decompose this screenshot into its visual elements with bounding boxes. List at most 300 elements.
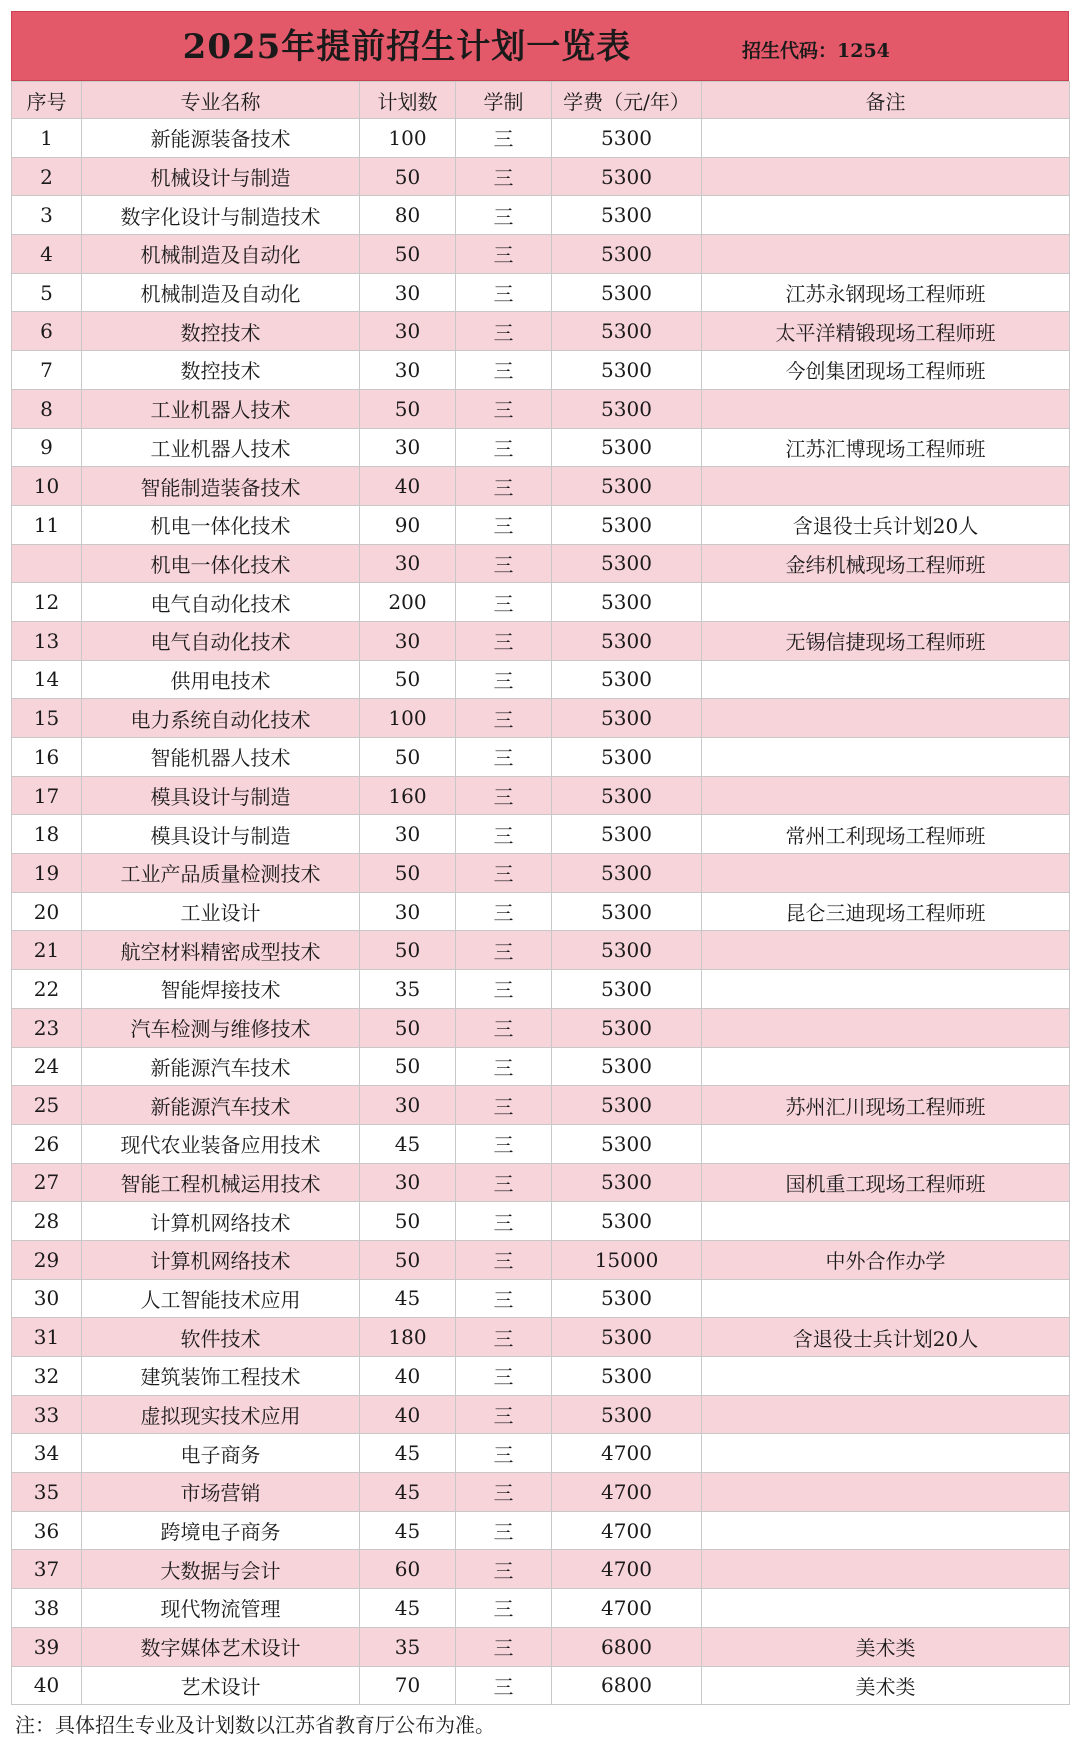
- cell-years: 三: [456, 1163, 552, 1202]
- cell-no: 36: [12, 1511, 82, 1550]
- table-row: [12, 1473, 1070, 1512]
- cell-no: 10: [12, 467, 82, 506]
- cell-major: 智能机器人技术: [82, 738, 360, 777]
- cell-major: 模具设计与制造: [82, 776, 360, 815]
- cell-plan: 40: [360, 1357, 456, 1396]
- cell-major: 机电一体化技术: [82, 505, 360, 544]
- cell-major: 电力系统自动化技术: [82, 699, 360, 738]
- cell-years: 三: [456, 544, 552, 583]
- cell-note: [702, 854, 1070, 893]
- table-row: [12, 738, 1070, 777]
- cell-years: 三: [456, 1279, 552, 1318]
- cell-no: 1: [12, 119, 82, 158]
- cell-fee: 5300: [552, 1124, 702, 1163]
- cell-years: 三: [456, 699, 552, 738]
- page-title: 2025年提前招生计划一览表: [182, 27, 632, 67]
- table-row: [12, 1511, 1070, 1550]
- cell-note: [702, 970, 1070, 1009]
- cell-years: 三: [456, 1473, 552, 1512]
- cell-note: [702, 699, 1070, 738]
- table-row: [12, 389, 1070, 428]
- cell-plan: 50: [360, 157, 456, 196]
- cell-years: 三: [456, 738, 552, 777]
- cell-years: 三: [456, 505, 552, 544]
- cell-years: 三: [456, 196, 552, 235]
- cell-major: 机械设计与制造: [82, 157, 360, 196]
- cell-note: [702, 776, 1070, 815]
- cell-fee: 5300: [552, 273, 702, 312]
- cell-no: 5: [12, 273, 82, 312]
- cell-fee: 5300: [552, 1163, 702, 1202]
- cell-note: [702, 1395, 1070, 1434]
- cell-major: 虚拟现实技术应用: [82, 1395, 360, 1434]
- table-row: [12, 505, 1070, 544]
- cell-note: [702, 1550, 1070, 1589]
- cell-years: 三: [456, 583, 552, 622]
- table-row: [12, 1008, 1070, 1047]
- cell-note: [702, 738, 1070, 777]
- cell-years: 三: [456, 1318, 552, 1357]
- cell-no: 24: [12, 1047, 82, 1086]
- table-header-row: [12, 82, 1070, 119]
- cell-note: 江苏永钢现场工程师班: [702, 273, 1070, 312]
- cell-note: [702, 157, 1070, 196]
- cell-plan: 30: [360, 544, 456, 583]
- cell-plan: 30: [360, 1163, 456, 1202]
- cell-major: 智能焊接技术: [82, 970, 360, 1009]
- cell-no: 35: [12, 1473, 82, 1512]
- cell-fee: 5300: [552, 931, 702, 970]
- cell-fee: 5300: [552, 776, 702, 815]
- cell-no: 26: [12, 1124, 82, 1163]
- cell-fee: 5300: [552, 312, 702, 351]
- cell-plan: 50: [360, 1047, 456, 1086]
- cell-fee: 4700: [552, 1434, 702, 1473]
- cell-no: 27: [12, 1163, 82, 1202]
- table-row: [12, 157, 1070, 196]
- table-row: [12, 815, 1070, 854]
- table-row: [12, 970, 1070, 1009]
- enrollment-plan-sheet: [11, 11, 1069, 1745]
- cell-years: 三: [456, 428, 552, 467]
- cell-fee: 5300: [552, 699, 702, 738]
- cell-no: 13: [12, 621, 82, 660]
- header-note: 备注: [702, 82, 1070, 119]
- cell-no: 6: [12, 312, 82, 351]
- cell-no: 38: [12, 1589, 82, 1628]
- cell-years: 三: [456, 1240, 552, 1279]
- cell-years: 三: [456, 1395, 552, 1434]
- cell-years: 三: [456, 970, 552, 1009]
- cell-fee: 5300: [552, 1318, 702, 1357]
- cell-major: 机械制造及自动化: [82, 273, 360, 312]
- cell-years: 三: [456, 312, 552, 351]
- cell-plan: 50: [360, 1202, 456, 1241]
- table-row: [12, 1666, 1070, 1705]
- cell-years: 三: [456, 1008, 552, 1047]
- cell-note: [702, 1473, 1070, 1512]
- cell-major: 工业产品质量检测技术: [82, 854, 360, 893]
- cell-note: 国机重工现场工程师班: [702, 1163, 1070, 1202]
- table-row: [12, 660, 1070, 699]
- cell-fee: 5300: [552, 1008, 702, 1047]
- cell-fee: 5300: [552, 351, 702, 390]
- cell-major: 建筑装饰工程技术: [82, 1357, 360, 1396]
- cell-years: 三: [456, 351, 552, 390]
- cell-plan: 30: [360, 312, 456, 351]
- cell-major: 大数据与会计: [82, 1550, 360, 1589]
- cell-no: 4: [12, 235, 82, 274]
- cell-major: 计算机网络技术: [82, 1202, 360, 1241]
- cell-fee: 5300: [552, 1357, 702, 1396]
- table-row: [12, 196, 1070, 235]
- title-bar: [11, 11, 1069, 81]
- table-row: [12, 699, 1070, 738]
- cell-no: 3: [12, 196, 82, 235]
- cell-note: [702, 931, 1070, 970]
- cell-fee: 15000: [552, 1240, 702, 1279]
- cell-no: 18: [12, 815, 82, 854]
- cell-years: 三: [456, 1124, 552, 1163]
- cell-years: 三: [456, 1202, 552, 1241]
- cell-note: [702, 1047, 1070, 1086]
- cell-no: 32: [12, 1357, 82, 1396]
- cell-no: 34: [12, 1434, 82, 1473]
- cell-note: 无锡信捷现场工程师班: [702, 621, 1070, 660]
- cell-no: [12, 544, 82, 583]
- cell-years: 三: [456, 892, 552, 931]
- cell-note: [702, 389, 1070, 428]
- cell-no: 2: [12, 157, 82, 196]
- cell-major: 电子商务: [82, 1434, 360, 1473]
- cell-note: 美术类: [702, 1666, 1070, 1705]
- cell-fee: 4700: [552, 1589, 702, 1628]
- cell-fee: 5300: [552, 854, 702, 893]
- cell-plan: 50: [360, 738, 456, 777]
- cell-plan: 160: [360, 776, 456, 815]
- cell-major: 智能工程机械运用技术: [82, 1163, 360, 1202]
- cell-note: 金纬机械现场工程师班: [702, 544, 1070, 583]
- cell-major: 电气自动化技术: [82, 583, 360, 622]
- cell-plan: 45: [360, 1124, 456, 1163]
- table-row: [12, 931, 1070, 970]
- cell-plan: 50: [360, 235, 456, 274]
- plan-table: [11, 81, 1070, 1705]
- table-row: [12, 1434, 1070, 1473]
- cell-years: 三: [456, 273, 552, 312]
- cell-fee: 5300: [552, 1086, 702, 1125]
- cell-no: 23: [12, 1008, 82, 1047]
- cell-note: [702, 196, 1070, 235]
- cell-no: 12: [12, 583, 82, 622]
- cell-plan: 45: [360, 1473, 456, 1512]
- cell-major: 艺术设计: [82, 1666, 360, 1705]
- cell-plan: 45: [360, 1279, 456, 1318]
- cell-note: 常州工利现场工程师班: [702, 815, 1070, 854]
- cell-fee: 4700: [552, 1511, 702, 1550]
- cell-no: 15: [12, 699, 82, 738]
- cell-years: 三: [456, 235, 552, 274]
- table-row: [12, 273, 1070, 312]
- cell-plan: 30: [360, 621, 456, 660]
- cell-major: 跨境电子商务: [82, 1511, 360, 1550]
- cell-note: 昆仑三迪现场工程师班: [702, 892, 1070, 931]
- enrollment-code: 招生代码：1254: [742, 40, 890, 62]
- cell-major: 数字媒体艺术设计: [82, 1627, 360, 1666]
- table-row: [12, 544, 1070, 583]
- cell-plan: 200: [360, 583, 456, 622]
- cell-note: [702, 1202, 1070, 1241]
- cell-fee: 6800: [552, 1627, 702, 1666]
- table-row: [12, 854, 1070, 893]
- cell-plan: 30: [360, 428, 456, 467]
- cell-note: 中外合作办学: [702, 1240, 1070, 1279]
- cell-note: 含退役士兵计划20人: [702, 505, 1070, 544]
- table-body: [12, 119, 1070, 1705]
- cell-fee: 5300: [552, 815, 702, 854]
- header-years: 学制: [456, 82, 552, 119]
- cell-major: 模具设计与制造: [82, 815, 360, 854]
- cell-no: 29: [12, 1240, 82, 1279]
- cell-major: 电气自动化技术: [82, 621, 360, 660]
- cell-no: 30: [12, 1279, 82, 1318]
- table-row: [12, 351, 1070, 390]
- cell-years: 三: [456, 1627, 552, 1666]
- cell-plan: 50: [360, 854, 456, 893]
- cell-major: 供用电技术: [82, 660, 360, 699]
- cell-major: 智能制造装备技术: [82, 467, 360, 506]
- cell-plan: 30: [360, 892, 456, 931]
- cell-no: 21: [12, 931, 82, 970]
- cell-fee: 5300: [552, 389, 702, 428]
- cell-note: [702, 1124, 1070, 1163]
- cell-years: 三: [456, 119, 552, 158]
- cell-major: 新能源汽车技术: [82, 1086, 360, 1125]
- cell-plan: 180: [360, 1318, 456, 1357]
- cell-fee: 5300: [552, 467, 702, 506]
- table-row: [12, 1589, 1070, 1628]
- table-row: [12, 1279, 1070, 1318]
- cell-major: 工业机器人技术: [82, 428, 360, 467]
- cell-no: 11: [12, 505, 82, 544]
- cell-major: 现代农业装备应用技术: [82, 1124, 360, 1163]
- cell-note: [702, 1357, 1070, 1396]
- cell-plan: 30: [360, 351, 456, 390]
- cell-plan: 50: [360, 1240, 456, 1279]
- cell-plan: 70: [360, 1666, 456, 1705]
- cell-plan: 50: [360, 389, 456, 428]
- table-row: [12, 1124, 1070, 1163]
- cell-plan: 50: [360, 1008, 456, 1047]
- cell-note: [702, 583, 1070, 622]
- cell-major: 市场营销: [82, 1473, 360, 1512]
- cell-no: 16: [12, 738, 82, 777]
- cell-note: [702, 1434, 1070, 1473]
- table-row: [12, 1163, 1070, 1202]
- cell-note: 美术类: [702, 1627, 1070, 1666]
- cell-plan: 30: [360, 1086, 456, 1125]
- table-row: [12, 235, 1070, 274]
- cell-note: [702, 119, 1070, 158]
- table-row: [12, 1240, 1070, 1279]
- cell-major: 数控技术: [82, 312, 360, 351]
- cell-years: 三: [456, 157, 552, 196]
- table-row: [12, 467, 1070, 506]
- cell-no: 25: [12, 1086, 82, 1125]
- cell-major: 机械制造及自动化: [82, 235, 360, 274]
- cell-fee: 5300: [552, 544, 702, 583]
- cell-note: [702, 235, 1070, 274]
- cell-no: 40: [12, 1666, 82, 1705]
- cell-plan: 35: [360, 1627, 456, 1666]
- table-row: [12, 1395, 1070, 1434]
- cell-major: 新能源装备技术: [82, 119, 360, 158]
- table-row: [12, 428, 1070, 467]
- cell-major: 工业设计: [82, 892, 360, 931]
- cell-plan: 30: [360, 273, 456, 312]
- cell-no: 20: [12, 892, 82, 931]
- cell-fee: 5300: [552, 196, 702, 235]
- cell-no: 7: [12, 351, 82, 390]
- cell-years: 三: [456, 1357, 552, 1396]
- cell-years: 三: [456, 1589, 552, 1628]
- cell-plan: 45: [360, 1434, 456, 1473]
- cell-major: 航空材料精密成型技术: [82, 931, 360, 970]
- footnote: 注：具体招生专业及计划数以江苏省教育厅公布为准。: [15, 1713, 495, 1738]
- cell-note: 太平洋精锻现场工程师班: [702, 312, 1070, 351]
- cell-plan: 100: [360, 699, 456, 738]
- cell-no: 37: [12, 1550, 82, 1589]
- cell-fee: 6800: [552, 1666, 702, 1705]
- cell-years: 三: [456, 1086, 552, 1125]
- table-row: [12, 1202, 1070, 1241]
- cell-note: [702, 1008, 1070, 1047]
- table-row: [12, 312, 1070, 351]
- cell-note: 江苏汇博现场工程师班: [702, 428, 1070, 467]
- cell-fee: 5300: [552, 505, 702, 544]
- cell-plan: 45: [360, 1589, 456, 1628]
- cell-years: 三: [456, 389, 552, 428]
- cell-major: 数控技术: [82, 351, 360, 390]
- cell-years: 三: [456, 660, 552, 699]
- cell-fee: 5300: [552, 1047, 702, 1086]
- cell-no: 22: [12, 970, 82, 1009]
- cell-no: 39: [12, 1627, 82, 1666]
- header-no: 序号: [12, 82, 82, 119]
- table-row: [12, 1550, 1070, 1589]
- cell-fee: 5300: [552, 892, 702, 931]
- table-row: [12, 1318, 1070, 1357]
- cell-years: 三: [456, 1511, 552, 1550]
- cell-note: [702, 1589, 1070, 1628]
- cell-plan: 50: [360, 660, 456, 699]
- cell-fee: 4700: [552, 1473, 702, 1512]
- cell-major: 计算机网络技术: [82, 1240, 360, 1279]
- cell-fee: 5300: [552, 970, 702, 1009]
- cell-note: 含退役士兵计划20人: [702, 1318, 1070, 1357]
- table-row: [12, 1086, 1070, 1125]
- cell-major: 汽车检测与维修技术: [82, 1008, 360, 1047]
- cell-note: [702, 1279, 1070, 1318]
- cell-plan: 45: [360, 1511, 456, 1550]
- cell-fee: 5300: [552, 660, 702, 699]
- cell-no: 28: [12, 1202, 82, 1241]
- cell-fee: 5300: [552, 1202, 702, 1241]
- cell-note: [702, 467, 1070, 506]
- cell-major: 数字化设计与制造技术: [82, 196, 360, 235]
- cell-fee: 5300: [552, 157, 702, 196]
- cell-fee: 5300: [552, 235, 702, 274]
- cell-plan: 80: [360, 196, 456, 235]
- cell-years: 三: [456, 1666, 552, 1705]
- cell-major: 新能源汽车技术: [82, 1047, 360, 1086]
- cell-no: 14: [12, 660, 82, 699]
- cell-no: 19: [12, 854, 82, 893]
- cell-fee: 5300: [552, 428, 702, 467]
- table-row: [12, 1357, 1070, 1396]
- cell-plan: 100: [360, 119, 456, 158]
- cell-no: 31: [12, 1318, 82, 1357]
- table-row: [12, 119, 1070, 158]
- cell-plan: 50: [360, 931, 456, 970]
- table-row: [12, 1047, 1070, 1086]
- cell-years: 三: [456, 854, 552, 893]
- cell-plan: 30: [360, 815, 456, 854]
- cell-plan: 35: [360, 970, 456, 1009]
- cell-plan: 40: [360, 467, 456, 506]
- cell-note: 苏州汇川现场工程师班: [702, 1086, 1070, 1125]
- header-fee: 学费（元/年）: [552, 82, 702, 119]
- cell-major: 人工智能技术应用: [82, 1279, 360, 1318]
- cell-fee: 4700: [552, 1550, 702, 1589]
- cell-no: 33: [12, 1395, 82, 1434]
- table-row: [12, 621, 1070, 660]
- cell-note: [702, 1511, 1070, 1550]
- cell-note: [702, 660, 1070, 699]
- cell-major: 现代物流管理: [82, 1589, 360, 1628]
- table-row: [12, 583, 1070, 622]
- header-plan: 计划数: [360, 82, 456, 119]
- cell-major: 工业机器人技术: [82, 389, 360, 428]
- cell-fee: 5300: [552, 738, 702, 777]
- cell-major: 机电一体化技术: [82, 544, 360, 583]
- cell-years: 三: [456, 467, 552, 506]
- cell-years: 三: [456, 815, 552, 854]
- cell-years: 三: [456, 1550, 552, 1589]
- cell-no: 9: [12, 428, 82, 467]
- cell-years: 三: [456, 776, 552, 815]
- cell-plan: 40: [360, 1395, 456, 1434]
- table-row: [12, 1627, 1070, 1666]
- table-row: [12, 892, 1070, 931]
- cell-years: 三: [456, 931, 552, 970]
- cell-fee: 5300: [552, 119, 702, 158]
- cell-plan: 90: [360, 505, 456, 544]
- cell-fee: 5300: [552, 583, 702, 622]
- cell-no: 17: [12, 776, 82, 815]
- cell-plan: 60: [360, 1550, 456, 1589]
- cell-years: 三: [456, 1434, 552, 1473]
- cell-major: 软件技术: [82, 1318, 360, 1357]
- header-major: 专业名称: [82, 82, 360, 119]
- cell-note: 今创集团现场工程师班: [702, 351, 1070, 390]
- table-row: [12, 776, 1070, 815]
- cell-fee: 5300: [552, 1279, 702, 1318]
- cell-years: 三: [456, 1047, 552, 1086]
- cell-fee: 5300: [552, 621, 702, 660]
- cell-years: 三: [456, 621, 552, 660]
- cell-no: 8: [12, 389, 82, 428]
